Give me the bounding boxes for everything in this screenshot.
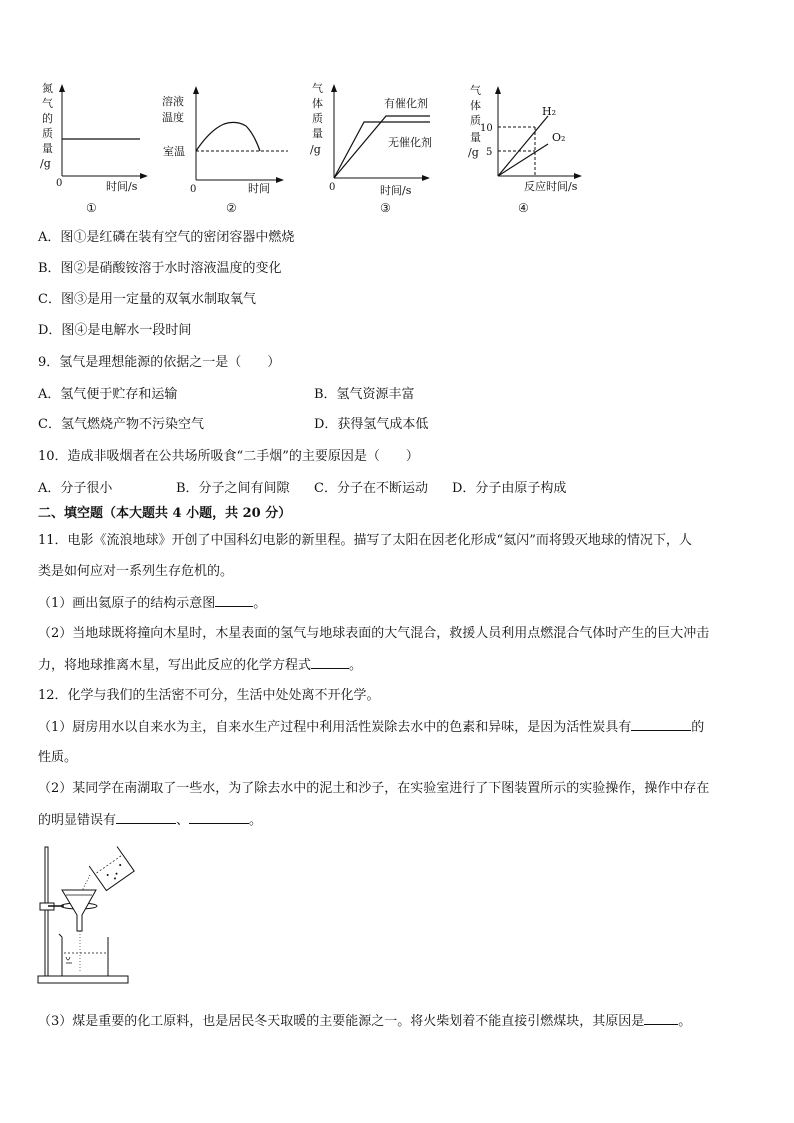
q12-part-2-blank-2[interactable] bbox=[189, 811, 249, 824]
graph-1-ylabel-char: 氮 bbox=[42, 82, 53, 95]
graph-4-ylabel-char: 质 bbox=[470, 114, 481, 127]
graph-2-ylabel-line: 溶液 bbox=[162, 95, 184, 108]
q9-stem: 9．氢气是理想能源的依据之一是（ ） bbox=[38, 355, 281, 370]
q12-part-2-line-1: （2）某同学在南湖取了一些水，为了除去水中的泥土和沙子，在实验室进行了下图装置所示的实验操作，操作中存在 bbox=[38, 781, 710, 796]
q11-line-1: 11．电影《流浪地球》开创了中国科幻电影的新里程。描写了太阳在因老化形成“氦闪”而将毁灭地球的情况下，人 bbox=[38, 533, 692, 548]
q11-part-2-line-2 bbox=[38, 656, 362, 675]
graph-3-ylabel-char: /g bbox=[310, 143, 321, 156]
q10-stem: 10．造成非吸烟者在公共场所吸食“二手烟”的主要原因是（ ） bbox=[38, 449, 419, 464]
q8-option-c: C．图③是用一定量的双氧水制取氧气 bbox=[38, 292, 256, 307]
graph-4-h2-line bbox=[498, 116, 548, 176]
graph-4-ylabel-char: 量 bbox=[470, 131, 481, 144]
graph-1-caption: ① bbox=[86, 201, 97, 215]
q11-part-2-line-1: （2）当地球既将撞向木星时，木星表面的氢气与地球表面的大气混合，救援人员利用点燃混合气体时产生的巨大冲击 bbox=[38, 626, 710, 641]
q12-part-3-end: 。 bbox=[678, 1014, 692, 1029]
graph-2-room-temp-label: 室温 bbox=[163, 145, 185, 158]
q12-part-3-text: （3）煤是重要的化工原料，也是居民冬天取暖的主要能源之一。将火柴划着不能直接引燃煤块，其原因是 bbox=[38, 1014, 645, 1029]
q10-option-a: A．分子很小 bbox=[38, 481, 113, 496]
q12-part-2-line-2 bbox=[38, 811, 262, 830]
graph-4-ylabel-char: 体 bbox=[470, 99, 481, 112]
q12-part-2-blank-1[interactable] bbox=[116, 811, 176, 824]
beaker bbox=[62, 937, 108, 976]
graph-4-ylabel-char: 气 bbox=[470, 84, 481, 97]
graph-2-curve bbox=[196, 122, 260, 151]
filtration-apparatus-diagram bbox=[36, 845, 146, 990]
graph-3-ylabel bbox=[310, 81, 323, 156]
graph-3-ylabel-char: 量 bbox=[312, 127, 323, 140]
iron-stand-base bbox=[38, 976, 128, 983]
graph-4-ylabel-char: /g bbox=[468, 146, 479, 159]
q12-part-1-line-1 bbox=[38, 718, 704, 737]
graph-1 bbox=[36, 80, 156, 220]
q11-part-2-blank[interactable] bbox=[311, 656, 349, 669]
graph-3-curve-with-catalyst bbox=[334, 122, 430, 178]
q11-part-1-text: （1）画出氦原子的结构示意图 bbox=[38, 596, 216, 611]
q12-part-2-sep: 、 bbox=[176, 813, 190, 828]
graph-4-tick-5: 5 bbox=[486, 147, 493, 158]
graph-1-ylabel-char: 的 bbox=[42, 112, 53, 125]
q11-part-1 bbox=[38, 594, 266, 613]
q8-option-d: D．图④是电解水一段时间 bbox=[38, 323, 192, 338]
graph-1-ylabel-char: 气 bbox=[42, 97, 53, 110]
graph-4-h2-label: H₂ bbox=[542, 105, 557, 118]
q10-option-c: C．分子在不断运动 bbox=[314, 481, 428, 496]
q10-option-d: D．分子由原子构成 bbox=[452, 481, 567, 496]
q12-part-1-blank[interactable] bbox=[631, 718, 691, 731]
graph-4-tick-10: 10 bbox=[480, 123, 493, 134]
graph-2-caption: ② bbox=[226, 201, 237, 215]
q12-part-1-line-2: 性质。 bbox=[38, 750, 78, 765]
q10-option-b: B．分子之间有间隙 bbox=[176, 481, 290, 496]
graph-2-ylabel-line: 温度 bbox=[162, 111, 184, 124]
graph-3-label-with-catalyst: 有催化剂 bbox=[384, 97, 428, 110]
q11-part-1-end: 。 bbox=[253, 596, 267, 611]
q11-line-2: 类是如何应对一系列生存危机的。 bbox=[38, 564, 234, 579]
q12-part-3-blank[interactable] bbox=[644, 1012, 678, 1025]
q11-part-2-text: 力，将地球推离木星，写出此反应的化学方程式 bbox=[38, 658, 312, 673]
q11-part-2-end: 。 bbox=[349, 658, 363, 673]
q9-option-a: A．氢气便于贮存和运输 bbox=[38, 387, 178, 402]
graph-2-ylabel bbox=[162, 94, 184, 124]
q12-part-2-text: 的明显错误有 bbox=[38, 813, 117, 828]
graph-4-o2-line bbox=[498, 144, 548, 176]
pouring-beaker bbox=[89, 846, 134, 890]
graph-3-origin: 0 bbox=[329, 182, 336, 193]
graph-4 bbox=[462, 80, 602, 220]
q11-part-1-blank[interactable] bbox=[215, 594, 253, 607]
iron-stand-rod bbox=[45, 847, 48, 981]
graph-1-ylabel bbox=[40, 81, 53, 170]
graph-4-xlabel: 反应时间/s bbox=[524, 180, 578, 193]
q12-part-1-end: 的 bbox=[691, 720, 705, 735]
graph-1-ylabel-char: 量 bbox=[42, 142, 53, 155]
graph-3-ylabel-char: 体 bbox=[312, 97, 323, 110]
q12-stem: 12．化学与我们的生活密不可分，生活中处处离不开化学。 bbox=[38, 688, 380, 703]
q9-option-b: B．氢气资源丰富 bbox=[314, 387, 415, 402]
funnel bbox=[62, 890, 96, 931]
graph-2 bbox=[160, 80, 295, 220]
q12-part-2-end: 。 bbox=[249, 813, 263, 828]
section-2-heading: 二、填空题（本大题共 4 小题，共 20 分） bbox=[38, 506, 292, 521]
q12-part-3 bbox=[38, 1012, 691, 1031]
graph-1-xlabel: 时间/s bbox=[106, 180, 138, 193]
pouring-stream bbox=[82, 875, 90, 891]
graph-3-caption: ③ bbox=[380, 201, 391, 215]
q8-option-a: A．图①是红磷在装有空气的密闭容器中燃烧 bbox=[38, 230, 295, 245]
graph-3-ylabel-char: 气 bbox=[312, 82, 323, 95]
graph-3 bbox=[308, 78, 458, 220]
graph-4-o2-label: O₂ bbox=[552, 131, 566, 144]
graph-3-label-without-catalyst: 无催化剂 bbox=[388, 136, 432, 149]
q12-part-1-text: （1）厨房用水以自来水为主，自来水生产过程中利用活性炭除去水中的色素和异味，是因为活性炭具有 bbox=[38, 720, 632, 735]
graph-3-ylabel-char: 质 bbox=[312, 112, 323, 125]
q8-option-b: B．图②是硝酸铵溶于水时溶液温度的变化 bbox=[38, 261, 282, 276]
q9-option-d: D．获得氢气成本低 bbox=[314, 417, 429, 432]
graph-1-origin: 0 bbox=[56, 178, 63, 189]
graph-3-xlabel: 时间/s bbox=[380, 184, 412, 197]
graph-1-ylabel-char: /g bbox=[40, 157, 51, 170]
graph-1-ylabel-char: 质 bbox=[42, 127, 53, 140]
graph-2-origin: 0 bbox=[190, 184, 197, 195]
graph-4-caption: ④ bbox=[518, 201, 529, 215]
graph-4-ylabel bbox=[468, 83, 481, 159]
graph-2-xlabel: 时间 bbox=[248, 182, 270, 195]
q9-option-c: C．氢气燃烧产物不污染空气 bbox=[38, 417, 204, 432]
